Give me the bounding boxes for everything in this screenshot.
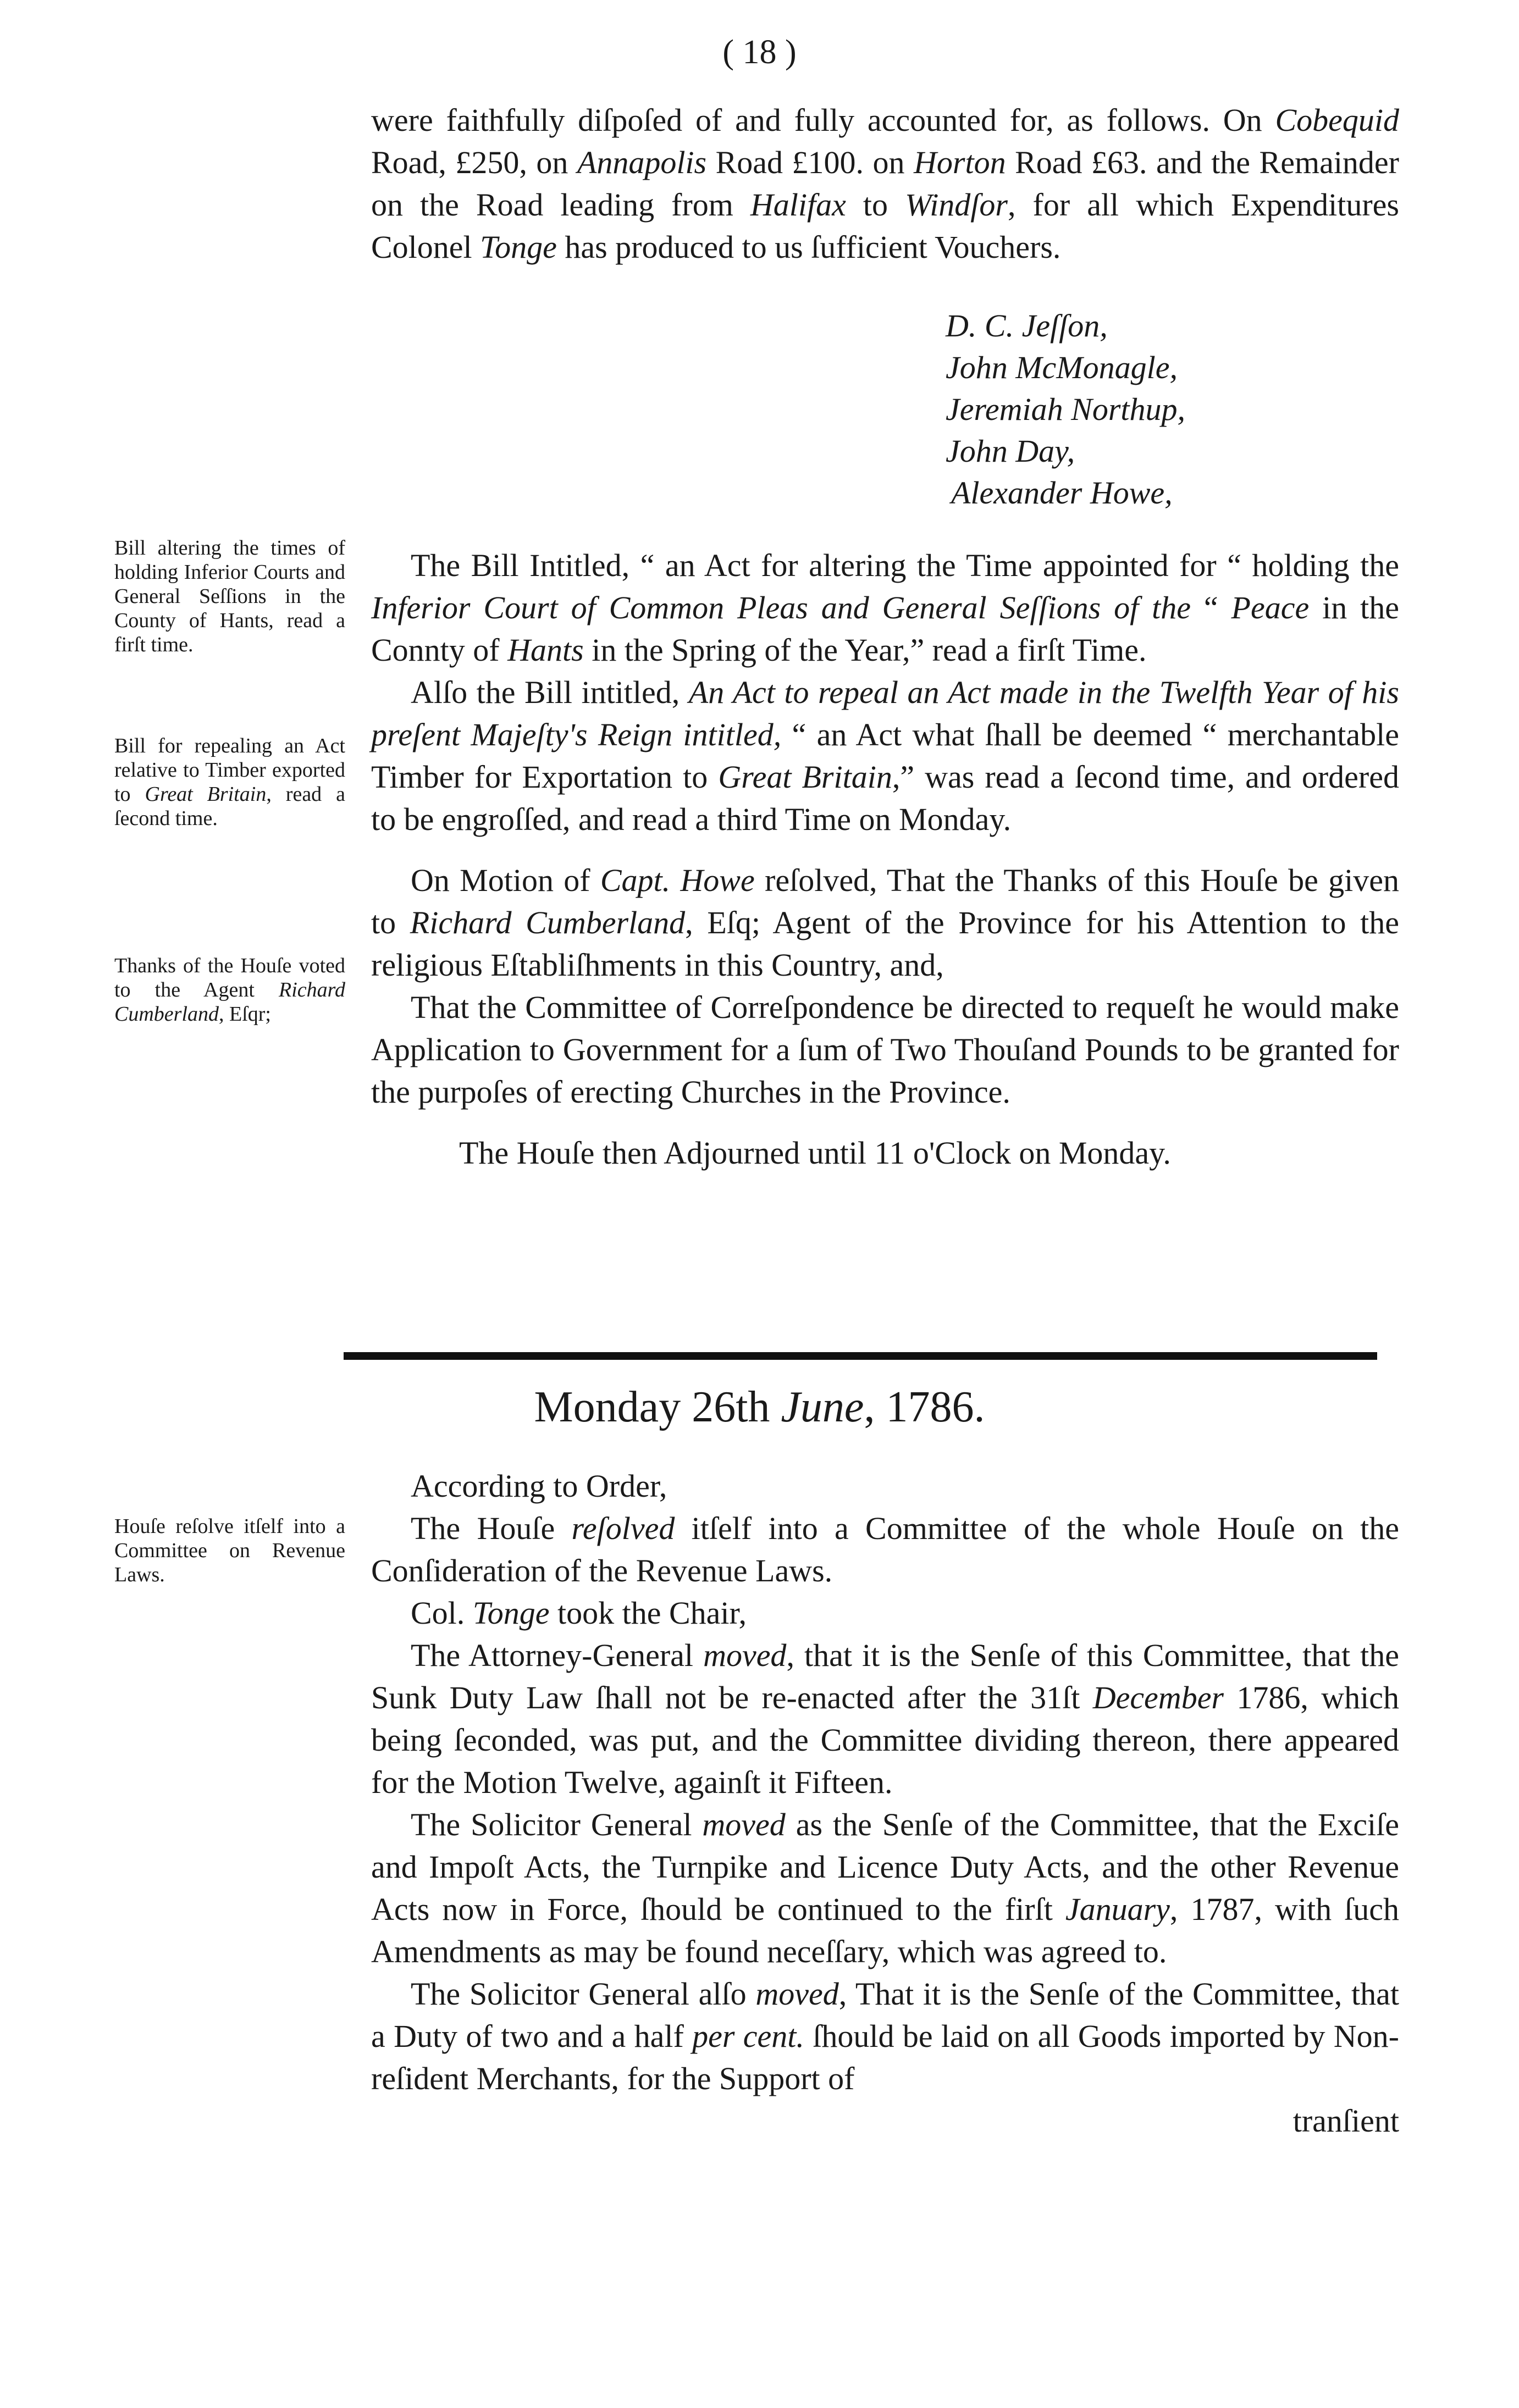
page-number: ( 18 ) <box>722 34 797 71</box>
margin-note: Bill for repealing an Act relative to Timber exported to Great Britain, read a ſecond time. <box>114 734 345 830</box>
paragraph-committee-whole-house: The Houſe reſolved itſelf into a Committee of the whole Houſe on the Conſideration of the Revenue Laws. <box>371 1510 1400 1588</box>
margin-note: Thanks of the Houſe voted to the Agent Richard Cumberland, Eſqr; <box>114 954 345 1026</box>
paragraph-took-chair: Col. Tonge took the Chair, <box>411 1595 747 1631</box>
day-heading: Monday 26th June, 1786. <box>534 1383 985 1431</box>
paragraph-excise-acts-motion: The Solicitor General moved as the Senſe of the Committee, that the Exciſe and Impoſt Acts, the Turnpike and Licence Duty Acts, and the other Revenue Acts now in Force, ſhould be continued to the firſt January, 1787, with ſuch Amendments as may be found neceſſary, which was agreed to. <box>371 1807 1399 1969</box>
text-block-report <box>371 99 1399 268</box>
section-divider-rule <box>344 1352 1377 1360</box>
text-block-bills <box>371 544 1399 1174</box>
paragraph-adjournment: The Houſe then Adjourned until 11 o'Clock on Monday. <box>459 1135 1171 1171</box>
signature: Alexander Howe, <box>951 475 1173 511</box>
signature-list <box>946 305 1185 514</box>
paragraph-thanks-motion: On Motion of Capt. Howe reſolved, That the Thanks of this Houſe be given to Richard Cumberland, Eſq; Agent of the Province for his Attention to the religious Eſtabliſhments in this Country, and, <box>371 862 1400 983</box>
paragraph-duty-motion: The Solicitor General alſo moved, That it is the Senſe of the Committee, that a Duty of two and a half per cent. ſhould be laid on all Goods imported by Non-reſident Merchants, for the Support of <box>371 1976 1399 2096</box>
text-block-revenue <box>371 1465 1399 2142</box>
paragraph-bill-inferior-court: The Bill Intitled, “ an Act for altering the Time appointed for “ holding the Inferior Court of Common Pleas and General Seſſions of the “ Peace in the Connty of Hants in the Spring of the Year,” read a firſt Time. <box>371 547 1399 668</box>
paragraph-committee-request: That the Committee of Correſpondence be directed to requeſt he would make Application to Government for a ſum of Two Thouſand Pounds to be granted for the purpoſes of erecting Churches in the Province. <box>371 989 1399 1110</box>
margin-note: Bill altering the times of holding Inferior Courts and General Seſſions in the County of Hants, read a firſt time. <box>114 536 345 656</box>
catchword: tranſient <box>1292 2103 1399 2139</box>
paragraph-road-expenditures: were faithfully diſpoſed of and fully accounted for, as follows. On Cobequid Road, £250, on Annapolis Road £100. on Horton Road £63. and the Remainder on the Road leading from Halifax to Windſor, for all which Expenditures Colonel Tonge has produced to us ſufficient Vouchers. <box>371 102 1399 265</box>
paragraph-sunk-duty-motion: The Attorney-General moved, that it is the Senſe of this Committee, that the Sunk Duty Law ſhall not be re-enacted after the 31ſt December 1786, which being ſeconded, was put, and the Committee dividing thereon, there appeared for the Motion Twelve, againſt it Fifteen. <box>371 1637 1399 1800</box>
signature: D. C. Jeſſon, <box>946 308 1108 344</box>
signature: John McMonagle, <box>946 350 1178 385</box>
paragraph-according-to-order: According to Order, <box>411 1468 667 1504</box>
signature: Jeremiah Northup, <box>946 391 1186 427</box>
signature: John Day, <box>946 433 1075 469</box>
margin-note: Houſe reſolve itſelf into a Committee on Revenue Laws. <box>114 1515 345 1586</box>
paragraph-bill-timber: Alſo the Bill intitled, An Act to repeal an Act made in the Twelfth Year of his preſent Majeſty's Reign intitled, “ an Act what ſhall be deemed “ merchantable Timber for Exportation to Great Britain,” was read a ſecond time, and ordered to be engroſſed, and read a third Time on Monday. <box>371 674 1399 837</box>
